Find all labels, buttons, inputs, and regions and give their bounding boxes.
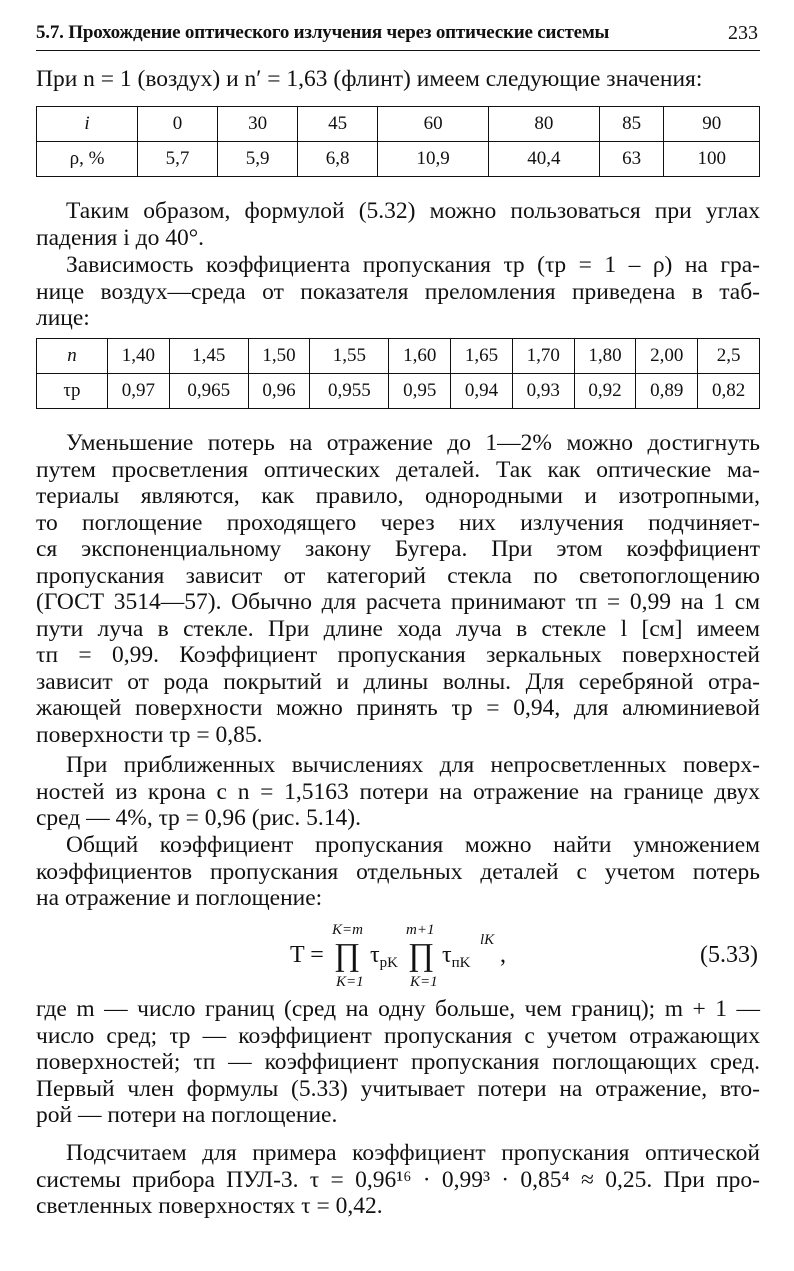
product-upper-limit: K=m	[332, 922, 363, 938]
paragraph-7	[36, 1140, 760, 1220]
p4-line: ностей из крона с n = 1,5163 потери на отражение на границе двух	[36, 778, 760, 805]
p2-line: нице воздух—среда от показателя преломления приведена в таб-	[36, 278, 760, 305]
paragraph-3	[36, 430, 760, 748]
intro-text: При n = 1 (воздух) и n′ = 1,63 (флинт) имеем следующие значения:	[36, 66, 703, 92]
table-cell: 1,60	[389, 339, 451, 374]
table-cell: 0	[138, 107, 218, 142]
row-header-n: n	[37, 339, 108, 374]
table-cell: 0,955	[310, 374, 389, 409]
p3-line: зависит от рода покрытий и длины волны. Для серебряной отра-	[36, 668, 760, 695]
p4-line: сред — 4%, τр = 0,96 (рис. 5.14).	[36, 805, 361, 831]
row-header-rho: ρ, %	[37, 142, 138, 177]
table-cell: 30	[218, 107, 298, 142]
p3-line: то поглощение проходящего через них излучения подчиняет-	[36, 509, 760, 536]
table-cell: 1,55	[310, 339, 389, 374]
product-symbol: ∏	[408, 936, 435, 972]
paragraph-4	[36, 752, 760, 832]
running-header	[36, 20, 760, 51]
tau-symbol: τ	[442, 942, 452, 968]
p2-line: лице:	[36, 305, 90, 331]
table-cell: 1,50	[248, 339, 310, 374]
table-cell: 1,65	[451, 339, 513, 374]
paragraph-2	[36, 252, 760, 332]
table-cell: 90	[664, 107, 760, 142]
intro-line	[36, 66, 760, 93]
p3-line: жающей поверхности можно принять τр = 0,94, для алюминиевой	[36, 695, 760, 721]
p3-line: Уменьшение потерь на отражение до 1—2% можно достигнуть	[66, 430, 760, 456]
table-cell: 40,4	[488, 142, 599, 177]
table-cell: 1,40	[108, 339, 170, 374]
p7-line: светленных поверхностях τ = 0,42.	[36, 1193, 383, 1219]
p6-line: Первый член формулы (5.33) учитывает потери на отражение, вто-	[36, 1075, 760, 1102]
paragraph-5	[36, 832, 760, 912]
product-symbol: ∏	[334, 936, 361, 972]
exponent: lK	[480, 932, 495, 948]
table-cell: 63	[599, 142, 664, 177]
p3-line: τп = 0,99. Коэффициент пропускания зеркальных поверхностей	[36, 642, 760, 668]
paragraph-1	[36, 198, 760, 251]
table-cell: 80	[488, 107, 599, 142]
rho-row	[37, 142, 760, 177]
p6-line: рой — потери на поглощение.	[36, 1102, 338, 1128]
transmission-table	[36, 338, 760, 409]
table-cell: 100	[664, 142, 760, 177]
tau-row	[37, 374, 760, 409]
table-cell: 5,7	[138, 142, 218, 177]
reflection-table	[36, 106, 760, 177]
table-cell: 1,80	[574, 339, 636, 374]
table-cell: 0,94	[451, 374, 513, 409]
n-row	[37, 339, 760, 374]
page-number: 233	[728, 22, 758, 44]
table-cell: 6,8	[298, 142, 378, 177]
table-cell: 0,92	[574, 374, 636, 409]
table-cell: 5,9	[218, 142, 298, 177]
table-cell: 0,96	[248, 374, 310, 409]
table-cell: 45	[298, 107, 378, 142]
tau-subscript: pK	[379, 955, 398, 971]
p3-line: пропускания зависит от категорий стекла по светопоглощению	[36, 562, 760, 589]
p3-line: пути луча в стекле. При длине хода луча в стекле l [см] имеем	[36, 615, 760, 642]
angle-row	[37, 107, 760, 142]
table-cell: 85	[599, 107, 664, 142]
p5-line: коэффициентов пропускания отдельных деталей с учетом потерь	[36, 858, 760, 885]
table-cell: 60	[378, 107, 489, 142]
formula-lhs: T =	[290, 942, 324, 968]
p6-line: поверхностей; τп — коэффициент пропускания поглощающих сред.	[36, 1049, 760, 1075]
table-cell: 2,00	[636, 339, 698, 374]
table-cell: 0,965	[169, 374, 248, 409]
table-cell: 0,95	[389, 374, 451, 409]
product-lower-limit: K=1	[336, 974, 364, 990]
p1-line: падения i до 40°.	[36, 224, 204, 251]
tau-subscript: пK	[451, 955, 471, 971]
running-title: 5.7. Прохождение оптического излучения через оптические системы	[36, 22, 610, 43]
p3-line: поверхности τр = 0,85.	[36, 721, 263, 748]
row-header-tau: τр	[37, 374, 108, 409]
equation-number: (5.33)	[700, 942, 758, 968]
paragraph-6	[36, 996, 760, 1129]
table-cell: 0,82	[698, 374, 760, 409]
p2-line: Зависимость коэффициента пропускания τр (τр = 1 – ρ) на гра-	[66, 252, 760, 278]
p3-line: путем просветления оптических деталей. Так как оптические ма-	[36, 456, 760, 483]
tau-symbol: τ	[370, 942, 380, 968]
table-cell: 0,93	[512, 374, 574, 409]
table-cell: 1,45	[169, 339, 248, 374]
p1-line: Таким образом, формулой (5.32) можно пользоваться при углах	[66, 198, 760, 224]
table-cell: 1,70	[512, 339, 574, 374]
table-cell: 0,89	[636, 374, 698, 409]
p5-line: на отражение и поглощение:	[36, 885, 323, 911]
factor-reflection	[370, 942, 398, 972]
p3-line: (ГОСТ 3514—57). Обычно для расчета принимают τп = 0,99 на 1 см	[36, 589, 760, 615]
p4-line: При приближенных вычислениях для непросветленных поверх-	[66, 752, 760, 778]
product-upper-limit: m+1	[406, 922, 435, 938]
p6-line: число сред; τр — коэффициент пропускания с учетом отражающих	[36, 1022, 760, 1049]
table-cell: 0,97	[108, 374, 170, 409]
factor-absorption	[442, 942, 471, 972]
formula-5-33	[290, 922, 760, 992]
product-lower-limit: K=1	[410, 974, 438, 990]
table-cell: 10,9	[378, 142, 489, 177]
formula-comma: ,	[500, 942, 506, 968]
p6-line: где m — число границ (сред на одну больше, чем границ); m + 1 —	[36, 996, 760, 1022]
p5-line: Общий коэффициент пропускания можно найти умножением	[66, 832, 760, 858]
table-cell: 2,5	[698, 339, 760, 374]
p7-line: системы прибора ПУЛ-3. τ = 0,96¹⁶ · 0,99³ · 0,85⁴ ≈ 0,25. При про-	[36, 1166, 760, 1193]
p3-line: териалы являются, как правило, однородными и изотропными,	[36, 483, 760, 509]
p7-line: Подсчитаем для примера коэффициент пропускания оптической	[66, 1140, 760, 1166]
p3-line: ся экспоненциальному закону Бугера. При этом коэффициент	[36, 536, 760, 562]
row-header-angle: i	[37, 107, 138, 142]
